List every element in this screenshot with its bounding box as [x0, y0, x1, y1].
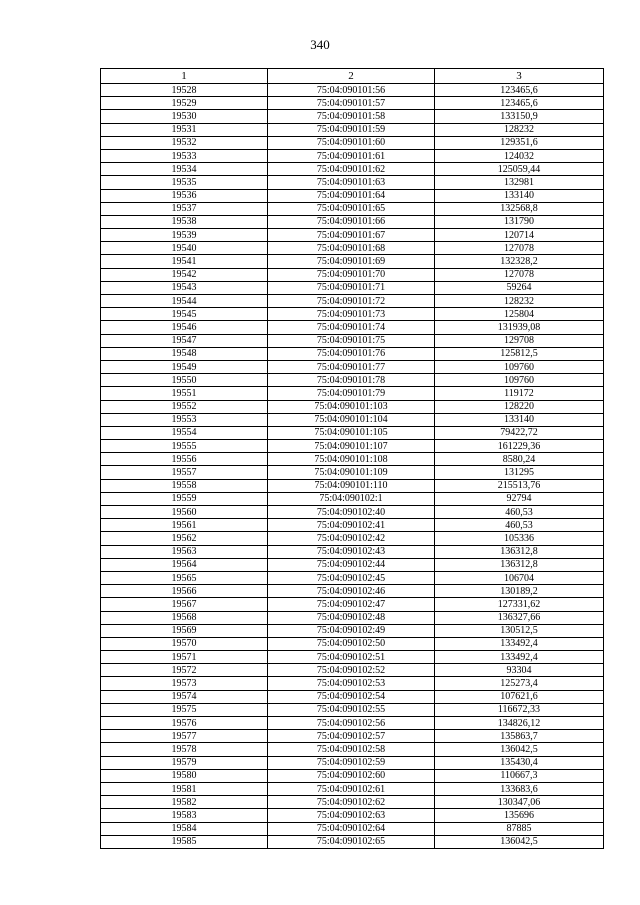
value-cell: 136327,66 — [435, 611, 604, 624]
column-header-3: 3 — [435, 69, 604, 84]
value-cell: 109760 — [435, 360, 604, 373]
row-number-cell: 19564 — [101, 558, 268, 571]
column-header-1: 1 — [101, 69, 268, 84]
value-cell: 133492,4 — [435, 637, 604, 650]
cadastral-number-cell: 75:04:090102:46 — [268, 585, 435, 598]
cadastral-number-cell: 75:04:090101:58 — [268, 110, 435, 123]
value-cell: 79422,72 — [435, 426, 604, 439]
table-row — [101, 387, 604, 400]
value-cell: 124032 — [435, 149, 604, 162]
value-cell: 127078 — [435, 242, 604, 255]
cadastral-number-cell: 75:04:090101:67 — [268, 229, 435, 242]
header-row — [101, 69, 604, 84]
page-number: 340 — [310, 37, 330, 52]
cadastral-number-cell: 75:04:090102:62 — [268, 796, 435, 809]
value-cell: 130189,2 — [435, 585, 604, 598]
cadastral-number-cell: 75:04:090102:1 — [268, 492, 435, 505]
table-row — [101, 611, 604, 624]
row-number-cell: 19549 — [101, 360, 268, 373]
cadastral-number-cell: 75:04:090102:61 — [268, 782, 435, 795]
cadastral-number-cell: 75:04:090102:52 — [268, 664, 435, 677]
table-row — [101, 97, 604, 110]
value-cell: 131790 — [435, 215, 604, 228]
value-cell: 136312,8 — [435, 545, 604, 558]
value-cell: 135863,7 — [435, 730, 604, 743]
table-row — [101, 321, 604, 334]
table-row — [101, 558, 604, 571]
cadastral-number-cell: 75:04:090101:68 — [268, 242, 435, 255]
cadastral-number-cell: 75:04:090101:75 — [268, 334, 435, 347]
value-cell: 130512,5 — [435, 624, 604, 637]
cadastral-number-cell: 75:04:090101:59 — [268, 123, 435, 136]
row-number-cell: 19575 — [101, 703, 268, 716]
table-row — [101, 637, 604, 650]
row-number-cell: 19571 — [101, 651, 268, 664]
table-row — [101, 295, 604, 308]
value-cell: 136042,5 — [435, 743, 604, 756]
table-row — [101, 466, 604, 479]
cadastral-number-cell: 75:04:090102:55 — [268, 703, 435, 716]
row-number-cell: 19580 — [101, 769, 268, 782]
table-row — [101, 308, 604, 321]
table-row — [101, 585, 604, 598]
value-cell: 92794 — [435, 492, 604, 505]
cadastral-number-cell: 75:04:090102:59 — [268, 756, 435, 769]
value-cell: 135430,4 — [435, 756, 604, 769]
cadastral-number-cell: 75:04:090101:69 — [268, 255, 435, 268]
value-cell: 128220 — [435, 400, 604, 413]
row-number-cell: 19552 — [101, 400, 268, 413]
cadastral-number-cell: 75:04:090101:73 — [268, 308, 435, 321]
value-cell: 8580,24 — [435, 453, 604, 466]
table-row — [101, 334, 604, 347]
table-row — [101, 624, 604, 637]
value-cell: 110667,3 — [435, 769, 604, 782]
row-number-cell: 19559 — [101, 492, 268, 505]
row-number-cell: 19583 — [101, 809, 268, 822]
cadastral-number-cell: 75:04:090101:103 — [268, 400, 435, 413]
row-number-cell: 19543 — [101, 281, 268, 294]
value-cell: 133683,6 — [435, 782, 604, 795]
cadastral-number-cell: 75:04:090101:108 — [268, 453, 435, 466]
table-row — [101, 769, 604, 782]
row-number-cell: 19568 — [101, 611, 268, 624]
row-number-cell: 19548 — [101, 347, 268, 360]
cadastral-number-cell: 75:04:090101:56 — [268, 84, 435, 97]
row-number-cell: 19570 — [101, 637, 268, 650]
row-number-cell: 19561 — [101, 519, 268, 532]
table-row — [101, 717, 604, 730]
table-row — [101, 176, 604, 189]
row-number-cell: 19567 — [101, 598, 268, 611]
cadastral-number-cell: 75:04:090101:110 — [268, 479, 435, 492]
cadastral-number-cell: 75:04:090101:64 — [268, 189, 435, 202]
row-number-cell: 19573 — [101, 677, 268, 690]
table-row — [101, 84, 604, 97]
table-row — [101, 571, 604, 584]
cadastral-number-cell: 75:04:090101:107 — [268, 440, 435, 453]
row-number-cell: 19536 — [101, 189, 268, 202]
value-cell: 128232 — [435, 295, 604, 308]
value-cell: 93304 — [435, 664, 604, 677]
value-cell: 136042,5 — [435, 835, 604, 848]
cadastral-number-cell: 75:04:090102:47 — [268, 598, 435, 611]
table-row — [101, 756, 604, 769]
value-cell: 133140 — [435, 413, 604, 426]
value-cell: 129351,6 — [435, 136, 604, 149]
table-row — [101, 519, 604, 532]
value-cell: 125804 — [435, 308, 604, 321]
value-cell: 116672,33 — [435, 703, 604, 716]
cadastral-number-cell: 75:04:090101:65 — [268, 202, 435, 215]
value-cell: 87885 — [435, 822, 604, 835]
value-cell: 123465,6 — [435, 97, 604, 110]
table-row — [101, 215, 604, 228]
row-number-cell: 19554 — [101, 426, 268, 439]
row-number-cell: 19581 — [101, 782, 268, 795]
value-cell: 133140 — [435, 189, 604, 202]
table-row — [101, 413, 604, 426]
cadastral-number-cell: 75:04:090101:76 — [268, 347, 435, 360]
table-row — [101, 690, 604, 703]
row-number-cell: 19538 — [101, 215, 268, 228]
table-row — [101, 664, 604, 677]
row-number-cell: 19530 — [101, 110, 268, 123]
value-cell: 106704 — [435, 571, 604, 584]
row-number-cell: 19572 — [101, 664, 268, 677]
row-number-cell: 19534 — [101, 163, 268, 176]
row-number-cell: 19528 — [101, 84, 268, 97]
row-number-cell: 19544 — [101, 295, 268, 308]
value-cell: 105336 — [435, 532, 604, 545]
row-number-cell: 19560 — [101, 506, 268, 519]
cadastral-number-cell: 75:04:090101:104 — [268, 413, 435, 426]
row-number-cell: 19556 — [101, 453, 268, 466]
row-number-cell: 19542 — [101, 268, 268, 281]
table-row — [101, 492, 604, 505]
cadastral-number-cell: 75:04:090102:45 — [268, 571, 435, 584]
value-cell: 133492,4 — [435, 651, 604, 664]
table-body — [101, 84, 604, 849]
cadastral-number-cell: 75:04:090101:78 — [268, 374, 435, 387]
column-header-2: 2 — [268, 69, 435, 84]
cadastral-number-cell: 75:04:090101:72 — [268, 295, 435, 308]
value-cell: 133150,9 — [435, 110, 604, 123]
table-row — [101, 268, 604, 281]
cadastral-number-cell: 75:04:090101:74 — [268, 321, 435, 334]
value-cell: 132981 — [435, 176, 604, 189]
cadastral-number-cell: 75:04:090101:61 — [268, 149, 435, 162]
value-cell: 120714 — [435, 229, 604, 242]
cadastral-number-cell: 75:04:090102:50 — [268, 637, 435, 650]
table-row — [101, 123, 604, 136]
data-table — [100, 68, 604, 849]
cadastral-number-cell: 75:04:090102:44 — [268, 558, 435, 571]
row-number-cell: 19569 — [101, 624, 268, 637]
table-row — [101, 822, 604, 835]
row-number-cell: 19537 — [101, 202, 268, 215]
row-number-cell: 19533 — [101, 149, 268, 162]
table-row — [101, 703, 604, 716]
table-row — [101, 677, 604, 690]
table-row — [101, 440, 604, 453]
value-cell: 460,53 — [435, 506, 604, 519]
cadastral-number-cell: 75:04:090101:60 — [268, 136, 435, 149]
cadastral-number-cell: 75:04:090101:62 — [268, 163, 435, 176]
table-row — [101, 400, 604, 413]
cadastral-number-cell: 75:04:090102:64 — [268, 822, 435, 835]
row-number-cell: 19541 — [101, 255, 268, 268]
value-cell: 123465,6 — [435, 84, 604, 97]
value-cell: 215513,76 — [435, 479, 604, 492]
table-header — [101, 69, 604, 84]
value-cell: 127331,62 — [435, 598, 604, 611]
value-cell: 119172 — [435, 387, 604, 400]
cadastral-number-cell: 75:04:090102:54 — [268, 690, 435, 703]
cadastral-number-cell: 75:04:090101:57 — [268, 97, 435, 110]
cadastral-number-cell: 75:04:090101:66 — [268, 215, 435, 228]
value-cell: 125812,5 — [435, 347, 604, 360]
row-number-cell: 19546 — [101, 321, 268, 334]
cadastral-number-cell: 75:04:090101:63 — [268, 176, 435, 189]
cadastral-number-cell: 75:04:090102:40 — [268, 506, 435, 519]
table-row — [101, 796, 604, 809]
row-number-cell: 19545 — [101, 308, 268, 321]
table-row — [101, 242, 604, 255]
table-row — [101, 809, 604, 822]
row-number-cell: 19577 — [101, 730, 268, 743]
row-number-cell: 19566 — [101, 585, 268, 598]
table-row — [101, 598, 604, 611]
value-cell: 131939,08 — [435, 321, 604, 334]
cadastral-number-cell: 75:04:090101:105 — [268, 426, 435, 439]
value-cell: 109760 — [435, 374, 604, 387]
table-row — [101, 189, 604, 202]
row-number-cell: 19579 — [101, 756, 268, 769]
row-number-cell: 19565 — [101, 571, 268, 584]
row-number-cell: 19547 — [101, 334, 268, 347]
table-row — [101, 136, 604, 149]
cadastral-number-cell: 75:04:090101:71 — [268, 281, 435, 294]
cadastral-number-cell: 75:04:090102:63 — [268, 809, 435, 822]
cadastral-number-cell: 75:04:090102:51 — [268, 651, 435, 664]
row-number-cell: 19585 — [101, 835, 268, 848]
value-cell: 129708 — [435, 334, 604, 347]
cadastral-number-cell: 75:04:090102:60 — [268, 769, 435, 782]
table-row — [101, 360, 604, 373]
value-cell: 128232 — [435, 123, 604, 136]
table-row — [101, 506, 604, 519]
value-cell: 131295 — [435, 466, 604, 479]
row-number-cell: 19551 — [101, 387, 268, 400]
row-number-cell: 19584 — [101, 822, 268, 835]
row-number-cell: 19539 — [101, 229, 268, 242]
table-row — [101, 163, 604, 176]
table-row — [101, 255, 604, 268]
row-number-cell: 19532 — [101, 136, 268, 149]
cadastral-number-cell: 75:04:090102:57 — [268, 730, 435, 743]
value-cell: 161229,36 — [435, 440, 604, 453]
table-row — [101, 835, 604, 848]
row-number-cell: 19535 — [101, 176, 268, 189]
value-cell: 132328,2 — [435, 255, 604, 268]
row-number-cell: 19531 — [101, 123, 268, 136]
row-number-cell: 19529 — [101, 97, 268, 110]
row-number-cell: 19578 — [101, 743, 268, 756]
table-row — [101, 545, 604, 558]
table-row — [101, 110, 604, 123]
cadastral-number-cell: 75:04:090102:43 — [268, 545, 435, 558]
cadastral-number-cell: 75:04:090102:58 — [268, 743, 435, 756]
table-row — [101, 202, 604, 215]
table-row — [101, 479, 604, 492]
table-row — [101, 532, 604, 545]
cadastral-number-cell: 75:04:090102:41 — [268, 519, 435, 532]
value-cell: 132568,8 — [435, 202, 604, 215]
row-number-cell: 19563 — [101, 545, 268, 558]
value-cell: 127078 — [435, 268, 604, 281]
cadastral-number-cell: 75:04:090102:65 — [268, 835, 435, 848]
row-number-cell: 19555 — [101, 440, 268, 453]
value-cell: 135696 — [435, 809, 604, 822]
value-cell: 59264 — [435, 281, 604, 294]
table-row — [101, 149, 604, 162]
value-cell: 125273,4 — [435, 677, 604, 690]
cadastral-number-cell: 75:04:090102:42 — [268, 532, 435, 545]
value-cell: 136312,8 — [435, 558, 604, 571]
cadastral-number-cell: 75:04:090102:49 — [268, 624, 435, 637]
table-row — [101, 453, 604, 466]
cadastral-number-cell: 75:04:090102:48 — [268, 611, 435, 624]
cadastral-number-cell: 75:04:090102:56 — [268, 717, 435, 730]
table-row — [101, 730, 604, 743]
row-number-cell: 19574 — [101, 690, 268, 703]
row-number-cell: 19540 — [101, 242, 268, 255]
table-row — [101, 651, 604, 664]
value-cell: 134826,12 — [435, 717, 604, 730]
cadastral-number-cell: 75:04:090101:77 — [268, 360, 435, 373]
value-cell: 107621,6 — [435, 690, 604, 703]
value-cell: 130347,06 — [435, 796, 604, 809]
value-cell: 460,53 — [435, 519, 604, 532]
row-number-cell: 19553 — [101, 413, 268, 426]
row-number-cell: 19557 — [101, 466, 268, 479]
row-number-cell: 19576 — [101, 717, 268, 730]
cadastral-number-cell: 75:04:090101:109 — [268, 466, 435, 479]
cadastral-number-cell: 75:04:090102:53 — [268, 677, 435, 690]
table-row — [101, 347, 604, 360]
table-row — [101, 281, 604, 294]
table-row — [101, 229, 604, 242]
table-row — [101, 782, 604, 795]
value-cell: 125059,44 — [435, 163, 604, 176]
row-number-cell: 19582 — [101, 796, 268, 809]
table-row — [101, 743, 604, 756]
row-number-cell: 19558 — [101, 479, 268, 492]
table-row — [101, 374, 604, 387]
table-row — [101, 426, 604, 439]
row-number-cell: 19562 — [101, 532, 268, 545]
cadastral-number-cell: 75:04:090101:70 — [268, 268, 435, 281]
cadastral-number-cell: 75:04:090101:79 — [268, 387, 435, 400]
row-number-cell: 19550 — [101, 374, 268, 387]
